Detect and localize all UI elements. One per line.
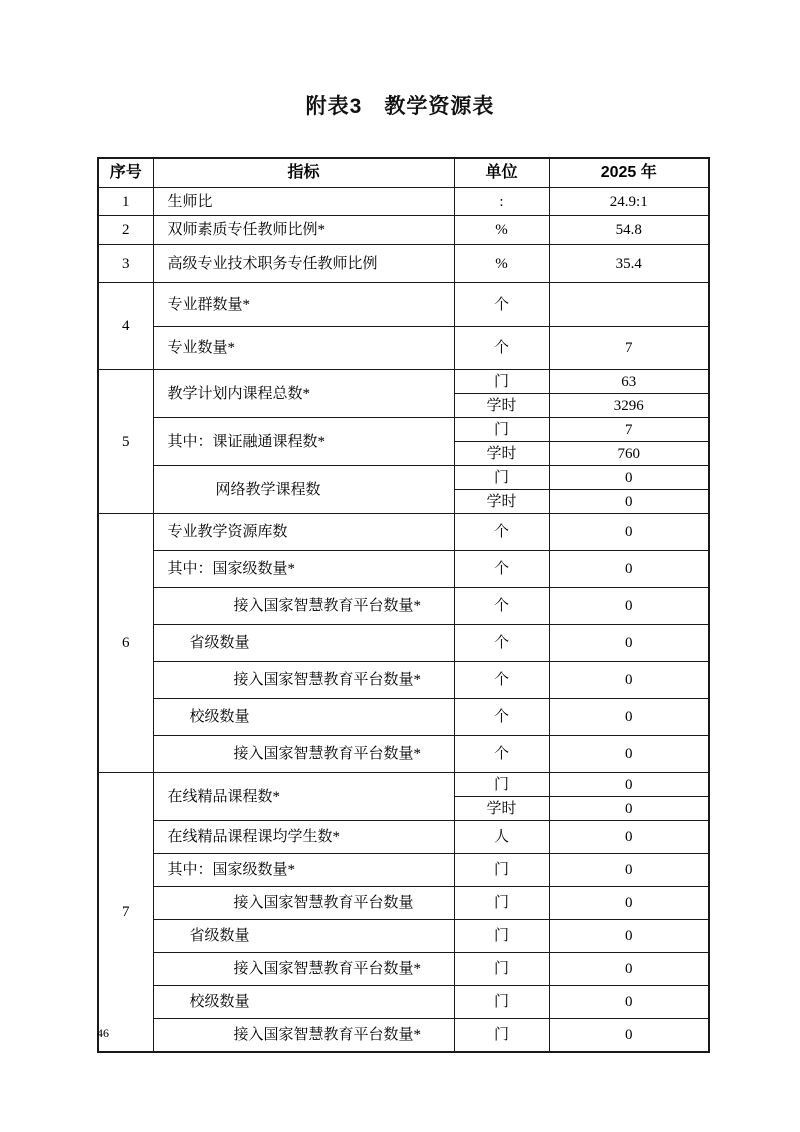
table-row [98,216,709,245]
unit-cell: 个 [454,283,549,327]
value-cell: 0 [549,920,709,953]
indicator-cell: 专业数量* [153,327,454,370]
page-number: 46 [97,1026,109,1040]
value-cell: 0 [549,953,709,986]
value-cell: 0 [549,797,709,821]
table-row [98,1019,709,1053]
unit-cell: 个 [454,551,549,588]
row-index-cell: 5 [98,370,153,514]
value-cell: 24.9:1 [549,188,709,216]
row-index-cell: 4 [98,283,153,370]
indicator-cell: 校级数量 [153,986,454,1019]
unit-cell: 个 [454,588,549,625]
unit-cell: 个 [454,514,549,551]
unit-cell: 学时 [454,394,549,418]
value-cell: 0 [549,466,709,490]
row-index-cell: 6 [98,514,153,773]
table-row [98,245,709,283]
header-year: 2025 年 [549,158,709,188]
table-row [98,662,709,699]
table-row [98,986,709,1019]
indicator-cell: 其中：国家级数量* [153,854,454,887]
unit-cell: 个 [454,699,549,736]
teaching-resources-table [97,157,710,1053]
indicator-cell: 在线精品课程数* [153,773,454,821]
value-cell: 0 [549,1019,709,1053]
indicator-cell: 其中：课证融通课程数* [153,418,454,466]
value-cell: 0 [549,662,709,699]
value-cell: 0 [549,821,709,854]
unit-cell: 门 [454,370,549,394]
unit-cell: : [454,188,549,216]
value-cell: 54.8 [549,216,709,245]
unit-cell: 门 [454,953,549,986]
value-cell: 0 [549,736,709,773]
value-cell: 0 [549,490,709,514]
value-cell: 0 [549,514,709,551]
table-header-row [98,158,709,188]
row-index-cell: 1 [98,188,153,216]
table-row [98,920,709,953]
value-cell: 0 [549,773,709,797]
indicator-cell: 生师比 [153,188,454,216]
value-cell: 0 [549,588,709,625]
unit-cell: % [454,245,549,283]
table-row [98,773,709,797]
indicator-cell: 接入国家智慧教育平台数量* [153,662,454,699]
unit-cell: 门 [454,887,549,920]
table-row [98,327,709,370]
indicator-cell: 校级数量 [153,699,454,736]
unit-cell: 学时 [454,442,549,466]
table-row [98,736,709,773]
indicator-cell: 高级专业技术职务专任教师比例 [153,245,454,283]
table-row [98,551,709,588]
header-unit: 单位 [454,158,549,188]
page-title: 附表3 教学资源表 [305,95,495,118]
unit-cell: 门 [454,920,549,953]
indicator-cell: 其中：国家级数量* [153,551,454,588]
value-cell: 0 [549,986,709,1019]
table-row [98,418,709,442]
value-cell: 7 [549,327,709,370]
table-row [98,188,709,216]
indicator-cell: 专业教学资源库数 [153,514,454,551]
row-index-cell: 2 [98,216,153,245]
value-cell: 760 [549,442,709,466]
unit-cell: 学时 [454,490,549,514]
indicator-cell: 教学计划内课程总数* [153,370,454,418]
table-row [98,821,709,854]
unit-cell: 门 [454,854,549,887]
teaching-resources-table-container [97,157,710,1053]
indicator-cell: 接入国家智慧教育平台数量* [153,588,454,625]
unit-cell: 人 [454,821,549,854]
table-row [98,466,709,490]
row-index-cell: 7 [98,773,153,1053]
value-cell: 3296 [549,394,709,418]
indicator-cell: 接入国家智慧教育平台数量 [153,887,454,920]
table-row [98,588,709,625]
unit-cell: 个 [454,662,549,699]
value-cell: 63 [549,370,709,394]
row-index-cell: 3 [98,245,153,283]
table-row [98,953,709,986]
unit-cell: 门 [454,418,549,442]
value-cell: 0 [549,551,709,588]
value-cell [549,283,709,327]
unit-cell: 门 [454,986,549,1019]
table-row [98,699,709,736]
unit-cell: 门 [454,1019,549,1053]
indicator-cell: 双师素质专任教师比例* [153,216,454,245]
value-cell: 0 [549,699,709,736]
value-cell: 35.4 [549,245,709,283]
table-row [98,854,709,887]
unit-cell: 学时 [454,797,549,821]
table-row [98,370,709,394]
value-cell: 0 [549,625,709,662]
indicator-cell: 接入国家智慧教育平台数量* [153,953,454,986]
indicator-cell: 省级数量 [153,920,454,953]
unit-cell: % [454,216,549,245]
indicator-cell: 接入国家智慧教育平台数量* [153,1019,454,1053]
indicator-cell: 省级数量 [153,625,454,662]
indicator-cell: 在线精品课程课均学生数* [153,821,454,854]
header-index: 序号 [98,158,153,188]
header-indicator: 指标 [153,158,454,188]
value-cell: 0 [549,887,709,920]
value-cell: 0 [549,854,709,887]
indicator-cell: 接入国家智慧教育平台数量* [153,736,454,773]
unit-cell: 个 [454,625,549,662]
value-cell: 7 [549,418,709,442]
unit-cell: 个 [454,327,549,370]
table-row [98,887,709,920]
unit-cell: 门 [454,466,549,490]
table-row [98,625,709,662]
unit-cell: 个 [454,736,549,773]
table-row [98,514,709,551]
table-row [98,283,709,327]
indicator-cell: 专业群数量* [153,283,454,327]
unit-cell: 门 [454,773,549,797]
indicator-cell: 网络教学课程数 [153,466,454,514]
